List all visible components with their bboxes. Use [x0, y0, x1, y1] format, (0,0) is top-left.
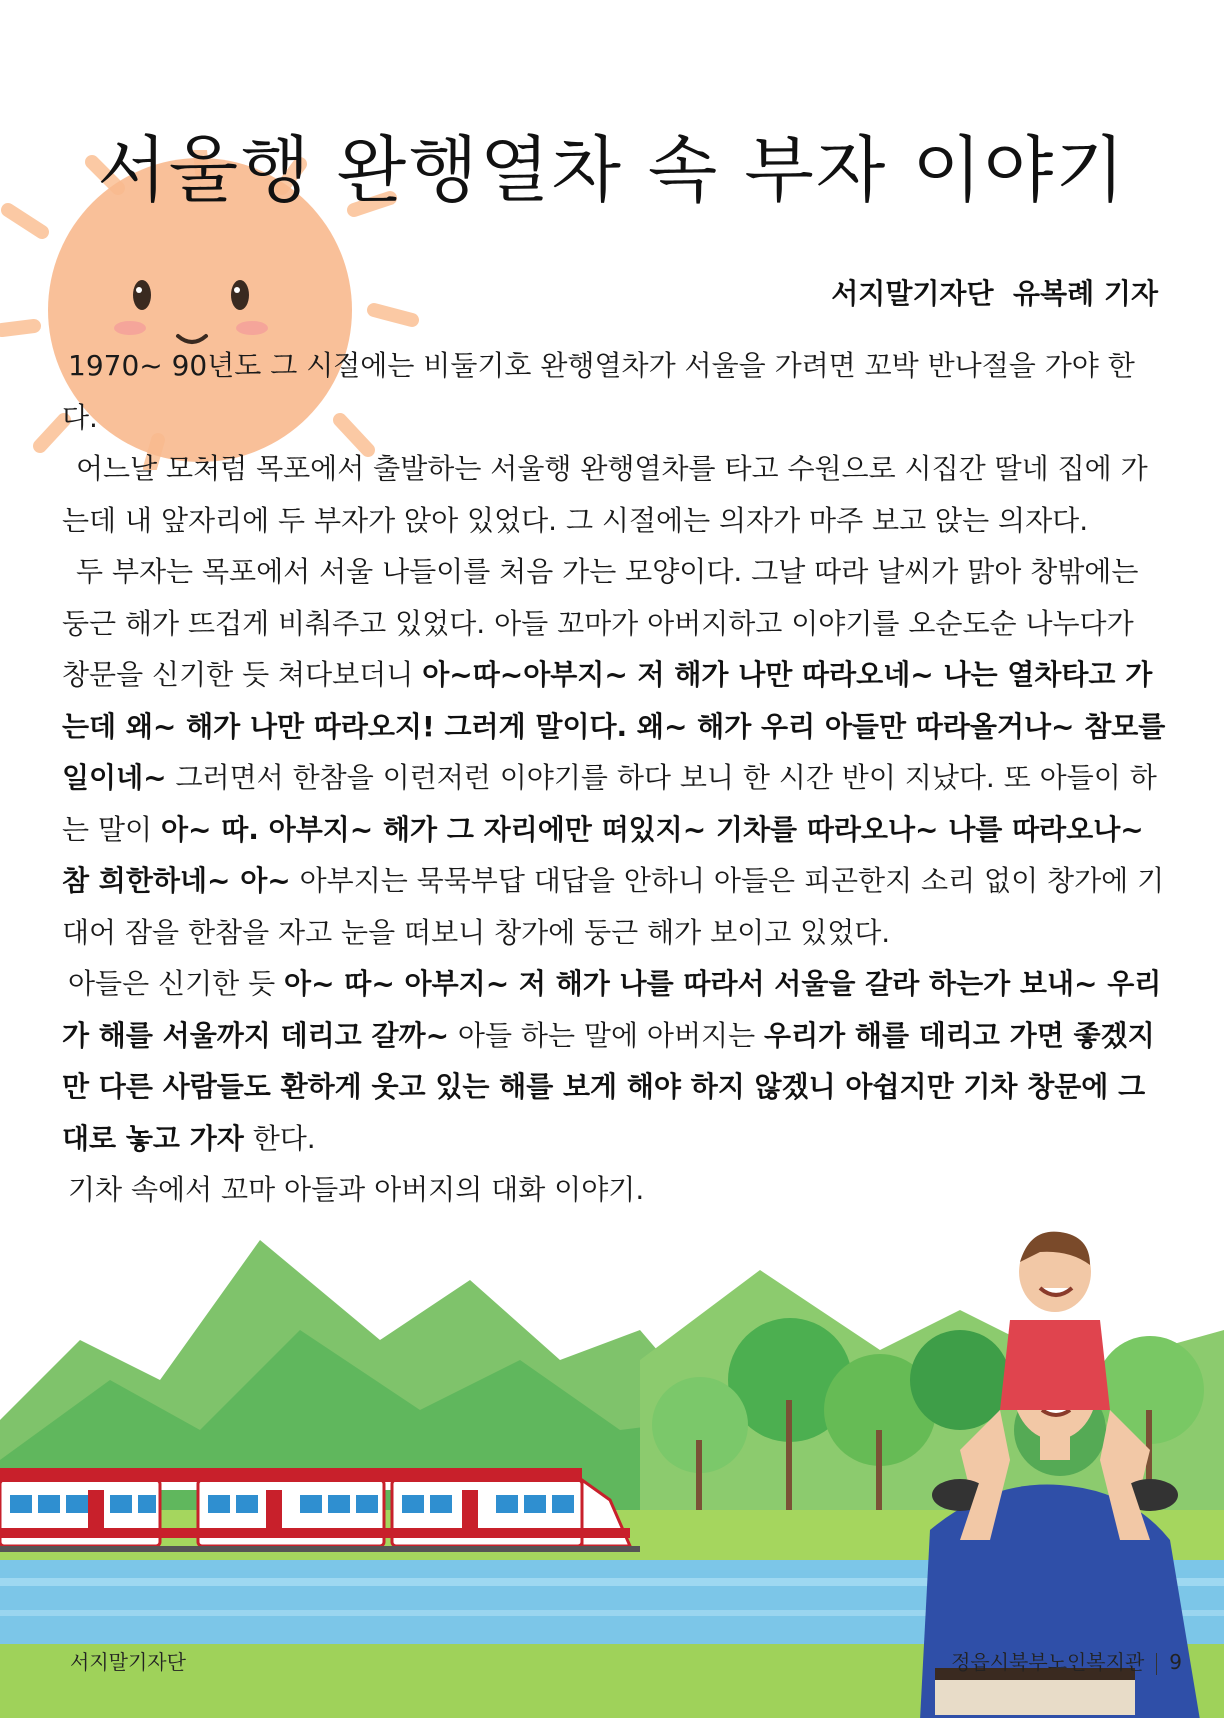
article-body: [62, 340, 1168, 1216]
landscape-illustration: [0, 1210, 1224, 1718]
footer-publisher: 서지말기자단: [70, 1650, 186, 1674]
paragraph-4-bold-a: 아~ 따~ 아부지~ 저 해가 나를 따라서 서울을 갈라 하는가 보내~ 우리가 해를 서울까지 데리고 갈까~: [62, 967, 1162, 1052]
paragraph-4-text-b: 아들 하는 말에 아버지는: [449, 1018, 765, 1052]
paragraph-3-text-a: 두 부자는 목포에서 서울 나들이를 처음 가는 모양이다. 그날 따라 날씨가 맑아 창밖에는 둥근 해가 뜨겁게 비춰주고 있었다. 아들 꼬마가 아버지하고 이야기를 오순도순 나누다가 창문을 신기한 듯 쳐다보더니: [62, 555, 1139, 691]
footer-separator: [1156, 1653, 1157, 1675]
paragraph-1: [62, 340, 1168, 443]
paragraph-3-text-c: 아부지는 묵묵부답 대답을 안하니 아들은 피곤한지 소리 없이 창가에 기대어 잠을 한참을 자고 눈을 떠보니 창가에 둥근 해가 보이고 있었다.: [62, 864, 1165, 949]
byline: 서지말기자단 유복례 기자: [831, 277, 1158, 310]
train-illustration: [0, 1468, 640, 1552]
paragraph-5-text: 기차 속에서 꼬마 아들과 아버지의 대화 이야기.: [68, 1173, 645, 1206]
paragraph-4-text-c: 한다.: [243, 1121, 316, 1155]
paragraph-3-bold-a: 아~따~아부지~ 저 해가 나만 따라오네~ 나는 열차타고 가는데 왜~ 해가 나만 따라오지! 그러게 말이다. 왜~ 해가 우리 아들만 따라올거나~ 참모를 일이네~: [62, 658, 1166, 794]
paragraph-4: [62, 958, 1168, 1164]
page-title: 서울행 완행열차 속 부자 이야기: [97, 128, 1127, 212]
paragraph-3-text-b: 그러면서 한참을 이런저런 이야기를 하다 보니 한 시간 반이 지났다. 또 아들이 하는 말이: [62, 761, 1157, 846]
paragraph-3: [62, 546, 1168, 958]
paragraph-2: [62, 443, 1168, 546]
footer-organization: [951, 1646, 1182, 1675]
paragraph-2-text: 어느날 모처럼 목포에서 출발하는 서울행 완행열차를 타고 수원으로 시집간 딸네 집에 가는데 내 앞자리에 두 부자가 앉아 있었다. 그 시절에는 의자가 마주 보고 앉는 의자다.: [62, 452, 1148, 537]
paragraph-4-bold-b: 우리가 해를 데리고 가면 좋겠지만 다른 사람들도 환하게 웃고 있는 해를 보게 해야 하지 않겠니 아쉽지만 기차 창문에 그대로 놓고 가자: [62, 1018, 1155, 1155]
paragraph-5: [62, 1164, 1168, 1216]
paragraph-1-text: 1970~ 90년도 그 시절에는 비둘기호 완행열차가 서울을 가려면 꼬박 반나절을 가야 한다.: [62, 349, 1135, 434]
paragraph-3-bold-b: 아~ 따. 아부지~ 해가 그 자리에만 떠있지~ 기차를 따라오나~ 나를 따라오나~ 참 희한하네~ 아~: [62, 812, 1144, 897]
paragraph-4-text-a: 아들은 신기한 듯: [68, 967, 285, 1000]
page-number: 9: [1169, 1650, 1182, 1674]
footer-organization-name: 정읍시북부노인복지관: [951, 1650, 1145, 1674]
